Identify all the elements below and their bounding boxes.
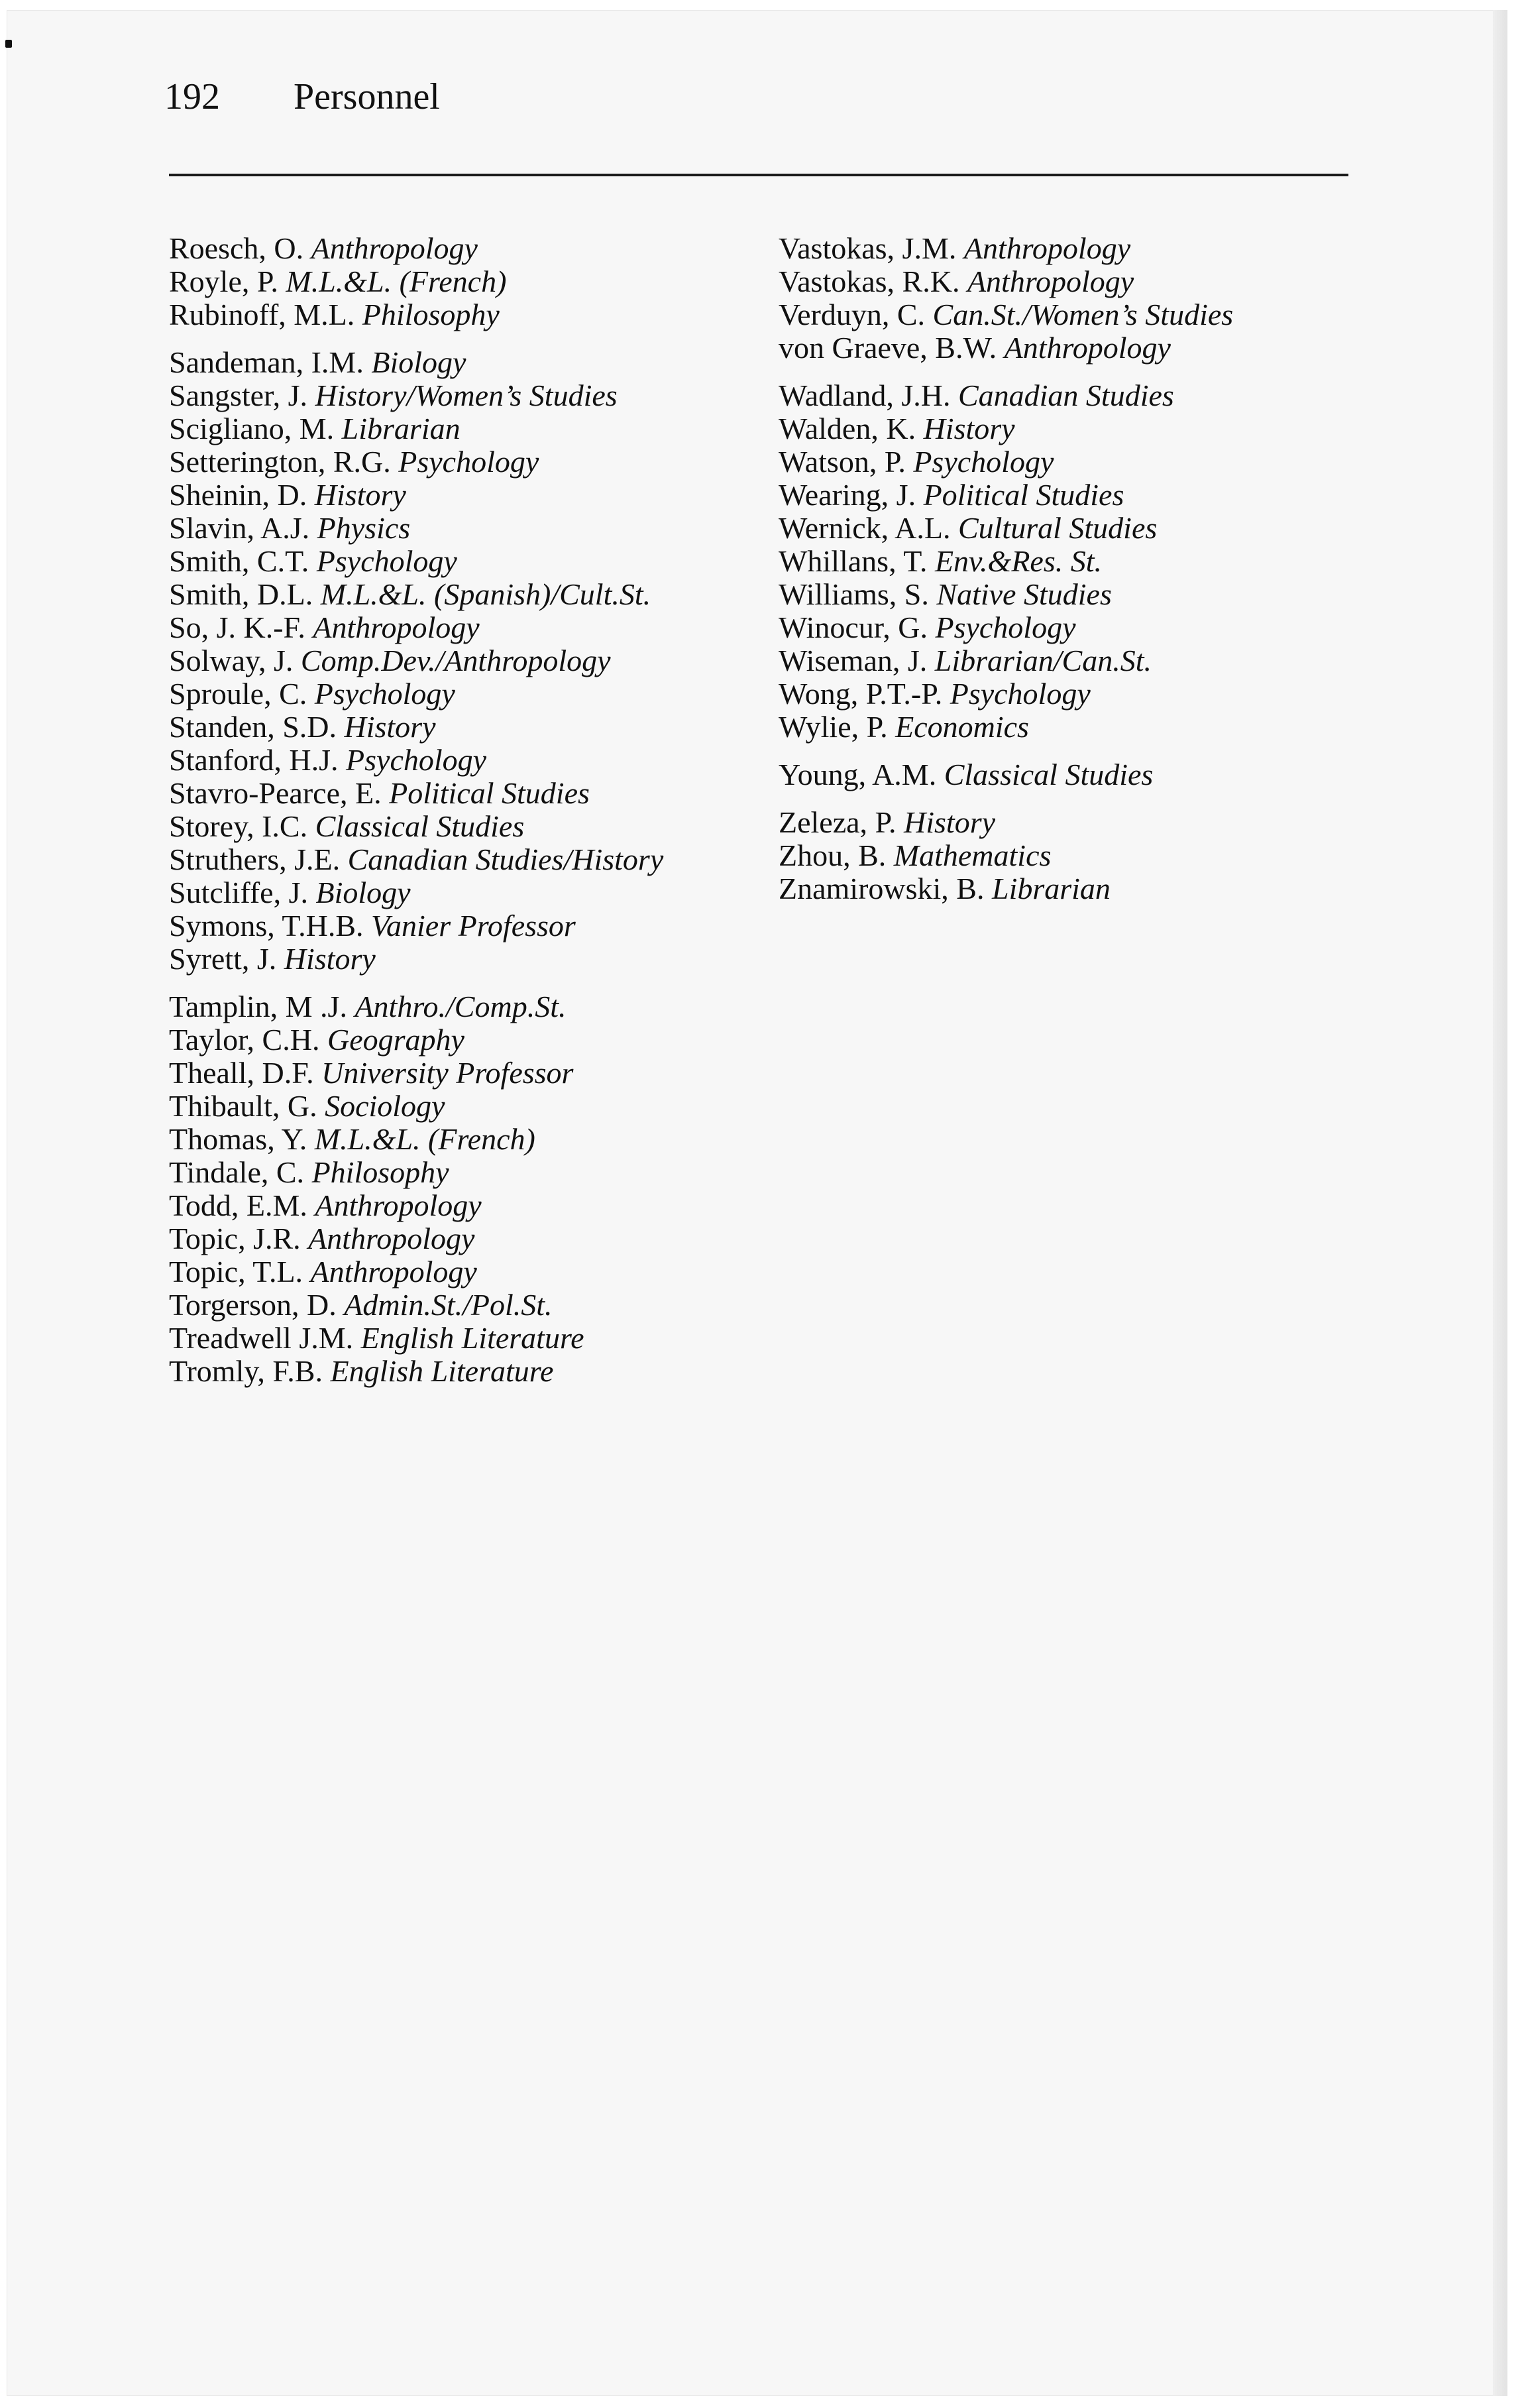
personnel-entry [169,777,752,810]
personnel-entry [169,346,752,379]
person-name: Wiseman, J. [779,644,928,677]
person-name: Wadland, J.H. [779,378,951,412]
person-name: Smith, C.T. [169,544,309,578]
department: History [284,942,376,976]
department: University Professor [321,1056,574,1090]
person-name: Tindale, C. [169,1155,305,1189]
department: History [344,710,436,744]
person-name: Walden, K. [779,412,916,445]
header-rule [169,174,1348,176]
department: Biology [371,345,466,379]
page-header [164,78,440,115]
person-name: Stanford, H.J. [169,743,339,777]
personnel-entry [169,545,752,578]
page-number: 192 [164,76,220,117]
personnel-entry [779,512,1362,545]
department: History/Women’s Studies [315,378,618,412]
personnel-entry [169,298,752,331]
personnel-entry [169,943,752,976]
entry-group [779,806,1362,905]
person-name: Williams, S. [779,577,929,611]
department: English Literature [330,1354,554,1388]
personnel-entry [169,677,752,711]
left-column [169,232,752,1403]
person-name: Winocur, G. [779,610,928,644]
person-name: Roesch, O. [169,231,304,265]
department: Anthropology [310,1255,477,1289]
personnel-entry [779,806,1362,839]
person-name: Wernick, A.L. [779,511,951,545]
personnel-entry [169,810,752,843]
entry-group [779,232,1362,365]
department: History [904,805,996,839]
entry-group [169,346,752,976]
department: Librarian [991,872,1111,905]
department: Psychology [398,445,539,479]
corner-mark [5,40,12,48]
personnel-entry [169,876,752,909]
personnel-entry [779,232,1362,265]
department: Vanier Professor [371,909,576,943]
entry-group [779,758,1362,791]
person-name: Wearing, J. [779,478,916,512]
personnel-entry [779,677,1362,711]
department: Geography [327,1023,464,1057]
department: Psychology [316,544,457,578]
personnel-entry [169,512,752,545]
person-name: Stavro-Pearce, E. [169,776,382,810]
person-name: Topic, J.R. [169,1222,301,1255]
personnel-entry [169,611,752,644]
department: Librarian [341,412,461,445]
person-name: Sangster, J. [169,378,307,412]
department: Anthropology [315,1188,482,1222]
personnel-entry [779,445,1362,479]
person-name: Todd, E.M. [169,1188,307,1222]
person-name: Sheinin, D. [169,478,307,512]
department: Economics [895,710,1029,744]
personnel-entry [779,578,1362,611]
department: Anthro./Comp.St. [354,990,567,1023]
person-name: Znamirowski, B. [779,872,985,905]
person-name: Tamplin, M .J. [169,990,347,1023]
person-name: Sandeman, I.M. [169,345,364,379]
personnel-entry [779,711,1362,744]
person-name: Solway, J. [169,644,294,677]
person-name: Tromly, F.B. [169,1354,323,1388]
person-name: Sproule, C. [169,677,307,711]
department: Anthropology [308,1222,475,1255]
department: Physics [317,511,411,545]
department: M.L.&L. (Spanish)/Cult.St. [320,577,651,611]
entry-group [779,379,1362,744]
person-name: Rubinoff, M.L. [169,298,355,331]
personnel-entry [169,379,752,412]
person-name: Zeleza, P. [779,805,897,839]
personnel-entry [169,1057,752,1090]
person-name: Torgerson, D. [169,1288,337,1322]
personnel-entry [169,1123,752,1156]
entry-group [169,990,752,1388]
personnel-entry [169,1023,752,1057]
personnel-entry [169,232,752,265]
personnel-entry [779,872,1362,905]
department: History [314,478,406,512]
personnel-entry [779,611,1362,644]
personnel-entry [169,445,752,479]
personnel-entry [779,479,1362,512]
department: Psychology [314,677,455,711]
person-name: Storey, I.C. [169,809,308,843]
personnel-entry [169,1289,752,1322]
department: Anthropology [963,231,1131,265]
department: Psychology [913,445,1054,479]
personnel-entry [169,843,752,876]
person-name: Vastokas, J.M. [779,231,957,265]
department: Anthropology [313,610,480,644]
department: Canadian Studies [957,378,1174,412]
personnel-entry [779,758,1362,791]
department: Political Studies [923,478,1124,512]
department: Psychology [346,743,487,777]
department: Canadian Studies/History [347,842,664,876]
personnel-entry [169,1090,752,1123]
personnel-entry [169,1222,752,1255]
personnel-entry [169,644,752,677]
personnel-entry [779,545,1362,578]
department: M.L.&L. (French) [286,264,507,298]
person-name: Treadwell J.M. [169,1321,354,1355]
department: Philosophy [362,298,500,331]
person-name: Topic, T.L. [169,1255,303,1289]
department: Psychology [935,610,1076,644]
department: Admin.St./Pol.St. [344,1288,553,1322]
department: English Literature [360,1321,584,1355]
department: Cultural Studies [957,511,1158,545]
person-name: Symons, T.H.B. [169,909,364,943]
department: Can.St./Women’s Studies [932,298,1234,331]
person-name: Zhou, B. [779,838,887,872]
person-name: Royle, P. [169,264,278,298]
personnel-entry [169,1189,752,1222]
page-edge-shadow [1493,10,1507,2396]
personnel-entry [779,839,1362,872]
person-name: Setterington, R.G. [169,445,391,479]
person-name: Smith, D.L. [169,577,313,611]
person-name: Wylie, P. [779,710,888,744]
department: Anthropology [967,264,1134,298]
personnel-entry [779,265,1362,298]
department: Native Studies [936,577,1112,611]
person-name: Thibault, G. [169,1089,317,1123]
department: Biology [315,876,411,909]
person-name: Scigliano, M. [169,412,335,445]
personnel-entry [779,298,1362,331]
personnel-entry [779,331,1362,365]
personnel-entry [169,1355,752,1388]
person-name: von Graeve, B.W. [779,331,997,365]
department: Psychology [950,677,1091,711]
department: Anthropology [311,231,478,265]
person-name: Slavin, A.J. [169,511,310,545]
department: Classical Studies [944,758,1154,791]
department: Political Studies [389,776,590,810]
entry-group [169,232,752,331]
personnel-entry [779,644,1362,677]
department: Env.&Res. St. [934,544,1103,578]
personnel-entry [169,990,752,1023]
right-column [779,232,1362,920]
department: Philosophy [311,1155,449,1189]
personnel-entry [169,1322,752,1355]
personnel-entry [779,412,1362,445]
person-name: Watson, P. [779,445,906,479]
department: M.L.&L. (French) [314,1122,535,1156]
department: Mathematics [893,838,1052,872]
personnel-entry [169,1255,752,1289]
department: History [923,412,1015,445]
person-name: Wong, P.T.-P. [779,677,943,711]
person-name: Syrett, J. [169,942,277,976]
person-name: Verduyn, C. [779,298,926,331]
person-name: Sutcliffe, J. [169,876,308,909]
personnel-entry [169,909,752,943]
page-title: Personnel [294,76,440,117]
person-name: Struthers, J.E. [169,842,341,876]
department: Librarian/Can.St. [934,644,1152,677]
person-name: Whillans, T. [779,544,928,578]
department: Anthropology [1004,331,1171,365]
personnel-entry [169,578,752,611]
department: Comp.Dev./Anthropology [300,644,611,677]
person-name: Young, A.M. [779,758,937,791]
person-name: Vastokas, R.K. [779,264,960,298]
personnel-entry [169,412,752,445]
department: Classical Studies [315,809,525,843]
personnel-entry [169,711,752,744]
personnel-entry [779,379,1362,412]
person-name: Theall, D.F. [169,1056,314,1090]
personnel-entry [169,265,752,298]
personnel-entry [169,744,752,777]
person-name: Thomas, Y. [169,1122,307,1156]
department: Sociology [325,1089,445,1123]
person-name: Standen, S.D. [169,710,337,744]
person-name: So, J. K.-F. [169,610,305,644]
personnel-entry [169,479,752,512]
personnel-entry [169,1156,752,1189]
person-name: Taylor, C.H. [169,1023,320,1057]
